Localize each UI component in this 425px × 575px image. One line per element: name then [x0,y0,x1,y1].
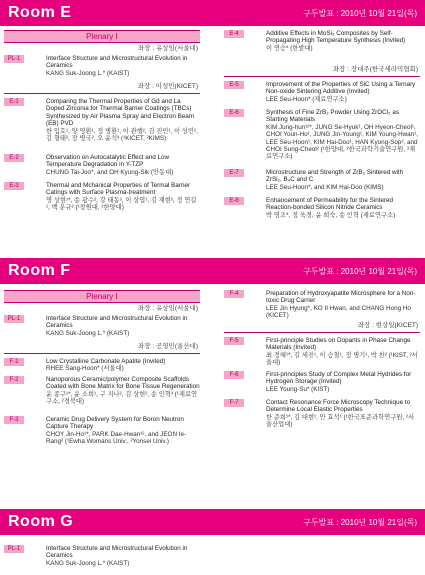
abstract-code: E-6 [224,109,244,117]
abstract-title: First-principle Studies on Dopants in Phase Change Materials (Invited) [266,337,411,352]
list-item[interactable] [224,337,420,371]
abstract-title: Nanoporous Ceramic/polymer Composite Scaffolds Coated with Bone Matrix for Bone Tissue Regeneration [46,376,200,391]
list-item[interactable] [4,55,200,81]
abstract-authors: CHUNG Tai-Joo*, and OH Kyung-Sik (안동대) [46,168,174,176]
abstract-authors: KANG Suk-Joong L.* (KAIST) [46,329,130,337]
room-e-right-column [224,30,420,227]
abstract-code: PL-1 [4,315,24,323]
abstract-title: Microstructure and Strength of ZrB₂ Sintered with ZrSi₂, B₄C and C [266,169,404,184]
abstract-title: Observation on Autocatalytic Effect and Low Temperature Degradation in Y-TZP [46,154,170,169]
abstract-authors: 박 영조*, 정 욱경, 윤 희숙, 송 인혁 (재료연구소) [266,211,396,219]
list-item[interactable] [224,290,420,320]
plenary-header: Plenary Ⅰ [4,290,200,303]
room-title: Room G [8,513,74,530]
abstract-title: Synthesis of Fine ZrB₂ Powder Using ZrOCl₂ as Starting Materials [266,109,399,124]
abstract-title: Comparing the Thermal Properties of Gd and La Doped Zirconia for Thermal Barrier Coatings (TBCs) Synthesized by Air Plasma Spray and Electron Beam (EB) PVD [46,98,195,128]
room-g-header [0,509,425,535]
room-title: Room F [8,262,71,279]
list-item[interactable] [224,371,420,399]
session-date: 구두발표 : 2010년 10월 21일(목) [303,9,417,18]
list-item[interactable] [4,98,200,154]
abstract-code: E-3 [4,182,24,190]
abstract-title: Low Crystalline Carbonate Apatite (Invited) [46,358,166,365]
abstract-code: F-4 [224,290,244,298]
abstract-authors: LEE Seu-Hoon*, and KIM Hai-Doo (KIMS) [266,183,384,191]
list-item[interactable] [4,182,200,222]
session-date: 구두발표 : 2010년 10월 21일(목) [303,267,417,276]
abstract-title: Interface Structure and Microstructural Evolution in Ceramics [46,315,188,330]
room-e-left-column [4,30,200,222]
abstract-authors: CHOY Jin-Ho¹*, PARK Dae-Hwan¹², and JEON Ie-Rang² (¹Ewha Womans Univ., ²Yonsei Univ.) [46,430,187,446]
abstract-title: Interface Structure and Microstructural Evolution in Ceramics [46,55,188,70]
divider [224,332,420,333]
abstract-code: F-7 [224,399,244,407]
abstract-authors: LEE Jin Hyung*, KO II Hwan, and CHANG Hong Ho (KICET) [266,304,411,320]
abstract-title: Contact Resonance Force Microscopy Technique to Determine Local Elastic Properties [266,399,411,414]
list-item[interactable] [224,399,420,433]
abstract-authors: KIM Jung-hun¹²*, JUNG Se-Hyuk¹, OH Hyeon-Cheol¹, CHOI Youn-Ho¹, JUNG Jin-Young¹, KIM Young-Hwan¹, LEE Seu-Hoon¹, KIM Hai-Doo¹, HAN Kyong-Sop², and CHOI Sung-Cheol² (¹한양대, ²한국과학기술연구원, ³재료연구소) [266,123,419,161]
abstract-code: E-2 [4,154,24,162]
abstract-title: Additive Effects in MoSi₂ Composites by Self-Propagating High Temperature Synthesis (Invited) [266,30,406,45]
session-chair: 좌장 : 유상임(서울대) [138,305,198,312]
room-title: Room E [8,4,72,21]
abstract-code: F-2 [4,376,24,384]
abstract-authors: 한 준희¹*, 김 대현¹, 안 효석¹ (¹한국표준과학연구원, ²서울산업대) [266,413,415,429]
divider [4,93,200,94]
abstract-code: E-8 [224,197,244,205]
list-item[interactable] [4,376,200,416]
abstract-authors: 윤 종구¹*, 윤 소희¹, 구 지나², 김 상현², 송 인혁³ (¹재료연구소, ²경북대) [46,390,198,406]
list-item[interactable] [4,315,200,341]
abstract-authors: RHEE Sang-Hoon* (서울대) [46,365,124,373]
abstract-authors: 이 연승* (한밭대) [266,44,313,52]
list-item[interactable] [4,545,200,571]
abstract-code: PL-1 [4,545,24,553]
list-item[interactable] [224,169,420,197]
list-item[interactable] [4,358,200,376]
room-f-header [0,258,425,284]
abstract-authors: 최 정혜¹*, 김 세진¹, 이 승철¹, 정 병기¹, 박 찬² (¹KIST, ²서울대) [266,351,418,367]
abstract-title: Improvement of the Properties of SiC Using a Ternary Non-oxide Sintering Additive (Invited) [266,81,416,96]
session-chair: 좌장 : 유상임(서울대) [138,45,198,52]
session-chair: 좌장 : 현상일(KICET) [357,322,418,329]
abstract-code: PL-1 [4,55,24,63]
abstract-code: E-1 [4,98,24,106]
abstract-authors: KANG Suk-Joong L.* (KAIST) [46,559,130,567]
room-f-left-column [4,290,200,450]
abstract-title: Interface Structure and Microstructural Evolution in Ceramics [46,545,188,560]
abstract-code: E-7 [224,169,244,177]
abstract-authors: LEE Seu-Hoon* (재료연구소) [266,95,347,103]
abstract-code: F-1 [4,358,24,366]
abstract-authors: 한 입호¹, 양 영환¹, 정 병환¹, 이 관행², 김 진민¹, 이 성민², 김 형태², 장 병국², 오 윤석³ (¹KICET, ²KIMS) [46,127,198,143]
abstract-authors: LEE Young-Su* (KIST) [266,385,330,393]
plenary-header: Plenary Ⅰ [4,30,200,43]
list-item[interactable] [4,416,200,450]
session-chair: 좌장 : 공영민(울산대) [138,343,198,350]
abstract-title: First-principles Study of Complex Metal Hydrides for Hydrogen Storage (Invited) [266,371,412,386]
abstract-title: Enhancement of Permeability for the Sintered Reaction-bonded Silicon Nitride Ceramics [266,197,394,212]
divider [4,353,200,354]
abstract-code: E-5 [224,81,244,89]
abstract-title: Preparation of Hydroxyapatite Microsphere for a Non-toxic Drug Carrier [266,290,416,305]
room-f-right-column [224,290,420,433]
abstract-code: F-3 [4,416,24,424]
list-item[interactable] [224,109,420,169]
abstract-code: F-5 [224,337,244,345]
abstract-title: Ceramic Drug Delivery System for Boron Neutron Capture Therapy [46,416,184,431]
list-item[interactable] [224,81,420,109]
abstract-title: Thermal and Mchanical Properties of Termal Barrier Catings with Surface Plasma-treatment [46,182,191,197]
list-item[interactable] [224,197,420,227]
room-e-header [0,0,425,26]
abstract-code: E-4 [224,30,244,38]
room-g-left-column [4,545,200,571]
list-item[interactable] [224,30,420,64]
session-date: 구두발표 : 2010년 10월 21일(목) [303,518,417,527]
divider [224,76,420,77]
list-item[interactable] [4,154,200,182]
abstract-authors: 명 상현¹*, 송 광수², 강 태동³, 이 상엽¹, 김 재현², 정 연길¹, 백 운규² (¹창원대, ²한양대) [46,196,197,212]
session-chair: 좌장 : 이성민(KICET) [137,83,198,90]
abstract-code: F-6 [224,371,244,379]
abstract-authors: KANG Suk-Joong L.* (KAIST) [46,69,130,77]
session-chair: 좌장 : 장대주(한국세라믹협회) [332,66,418,73]
